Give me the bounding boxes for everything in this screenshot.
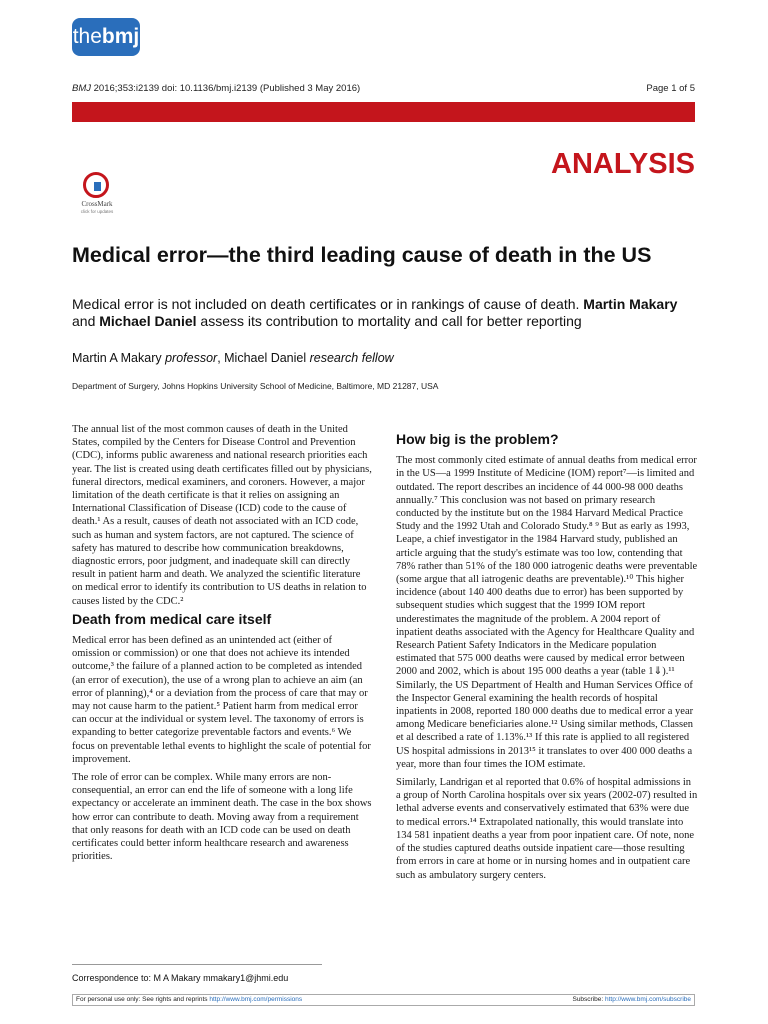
journal-name: BMJ	[72, 83, 91, 94]
logo-brand: bmj	[101, 25, 140, 48]
article-title: Medical error—the third leading cause of death in the US	[72, 243, 652, 267]
body-column-left	[72, 423, 372, 869]
paragraph-landrigan: Similarly, Landrigan et al reported that 0.6% of hospital admissions in a group of North Carolina hospitals over six years (2002-07) resulted in lethal adverse events and conservatively estimated that 63% were due to medical errors.¹⁴ Extrapolated nationally, this would translate into 134 581 inpatient deaths a year from poor inpatient care. Of note, none of the studies captured deaths outside inpatient care—those resulting from errors in care at home or in nursing homes and in outpatient care such as ambulatory surgery centers.	[396, 777, 698, 881]
author-2-role: research fellow	[309, 351, 394, 365]
affiliation: Department of Surgery, Johns Hopkins University School of Medicine, Baltimore, MD 21287, USA	[72, 381, 439, 391]
footer-subscribe	[572, 995, 691, 1005]
logo-prefix: the	[72, 25, 102, 48]
standfirst-author-2: Michael Daniel	[99, 313, 197, 329]
author-1-name: Martin A Makary	[72, 351, 166, 365]
paragraph-estimates: The most commonly cited estimate of annual deaths from medical error in the US—a 1999 Institute of Medicine (IOM) report⁷—is limited and outdated. The report describes an incidence of 44 000-98 000 deaths annually.⁷ This conclusion was not based on primary research conducted by the institute but on the 1984 Harvard Medical Practice Study and the 1992 Utah and Colorado Study.⁸ ⁹ But as early as 1993, Leape, a chief investigator in the 1984 Harvard study, published an article arguing that the study's estimate was too low, contending that 78% rather than 51% of the 180 000 iatrogenic deaths were preventable (some argue that all iatrogenic deaths are preventable).¹⁰ This higher incidence (about 140 400 deaths due to error) has been supported by subsequent studies which suggest that the 1999 IOM report underestimates the magnitude of the problem. A 2004 report of inpatient deaths associated with the Agency for Healthcare Quality and Research Patient Safety Indicators in the Medicare population estimated that 575 000 deaths were caused by medical error between 2000 and 2002, which is about 195 000 deaths a year (table 1⇓).¹¹ Similarly, the US Department of Health and Human Services Office of the Inspector General examining the health records of hospital inpatients in 2008, reported 180 000 deaths due to medical error a year among Medicare beneficiaries alone.¹² Using similar methods, Classen et al described a rate of 1.13%.¹³ If this rate is applied to all registered US hospital admissions in 2013¹⁵ it translates to over 400 000 deaths a year, more than four times the IOM estimate.	[396, 455, 698, 770]
citation-line	[72, 83, 360, 94]
crossmark-badge[interactable]	[72, 172, 122, 220]
citation-details: 2016;353:i2139 doi: 10.1136/bmj.i2139 (Published 3 May 2016)	[91, 83, 361, 94]
heading-how-big: How big is the problem?	[396, 431, 559, 447]
header-bar	[72, 102, 695, 122]
author-1-role: professor	[165, 351, 218, 365]
section-label: ANALYSIS	[551, 148, 695, 180]
crossmark-label: CrossMark	[81, 200, 113, 208]
paragraph-definition: Medical error has been defined as an unintended act (either of omission or commission) or one that does not achieve its intended outcome,³ the failure of a planned action to be completed as intended (an error of execution), the use of a wrong plan to achieve an aim (an error of planning),⁴ or a deviation from the process of care that may or may not cause harm to the patient.⁵ Patient harm from medical error can occur at the individual or system level. The taxonomy of errors is expanding to better categorize preventable factors and events.⁶ We focus on preventable lethal events to highlight the scale of potential for improvement.	[72, 635, 371, 765]
permissions-link[interactable]: http://www.bmj.com/permissions	[209, 996, 303, 1003]
page-footer	[72, 994, 695, 1006]
author-separator: , Michael Daniel	[217, 351, 310, 365]
author-line	[72, 351, 394, 365]
paragraph-role-of-error: The role of error can be complex. While many errors are non-consequential, an error can end the life of someone with a long life expectancy or accelerate an imminent death. The case in the box shows how error can contribute to death. Moving away from a requirement that only reasons for death with an ICD code can be used on death certificates could better inform healthcare research and awareness priorities.	[72, 772, 372, 863]
footer-rights	[76, 995, 302, 1005]
heading-death-from-care: Death from medical care itself	[72, 610, 272, 627]
body-column-right	[396, 433, 698, 887]
standfirst-part-1: Medical error is not included on death certificates or in rankings of cause of death.	[72, 296, 584, 312]
intro-paragraph: The annual list of the most common causes of death in the United States, compiled by the Centers for Disease Control and Prevention (CDC), informs public awareness and national research priorities each year. The list is created using death certificates filled out by physicians, funeral directors, medical examiners, and coroners. However, a major limitation of the death certificate is that it relies on assigning an International Classification of Disease (ICD) code to the cause of death.¹ As a result, causes of death not associated with an ICD code, such as human and system factors, are not captured. The science of safety has matured to describe how communication breakdowns, diagnostic errors, poor judgment, and inadequate skill can directly result in patient harm and death. We analyzed the scientific literature on medical error to identify its contribution to US deaths in relation to causes listed by the CDC.²	[72, 424, 372, 607]
standfirst-author-1: Martin Makary	[583, 296, 678, 312]
crossmark-icon	[83, 172, 109, 198]
crossmark-sublabel: click for updates	[80, 209, 114, 214]
footer-rights-text: For personal use only: See rights and reprints	[76, 996, 210, 1003]
page-number: Page 1 of 5	[646, 83, 695, 94]
standfirst-part-3: assess its contribution to mortality and call for better reporting	[196, 313, 582, 329]
correspondence-note: Correspondence to: M A Makary mmakary1@jhmi.edu	[72, 973, 289, 983]
footer-subscribe-text: Subscribe:	[572, 996, 606, 1003]
footnote-divider	[72, 964, 322, 965]
standfirst-part-2: and	[72, 313, 100, 329]
bmj-logo[interactable]	[72, 18, 140, 56]
standfirst	[72, 296, 702, 330]
subscribe-link[interactable]: http://www.bmj.com/subscribe	[605, 996, 691, 1003]
